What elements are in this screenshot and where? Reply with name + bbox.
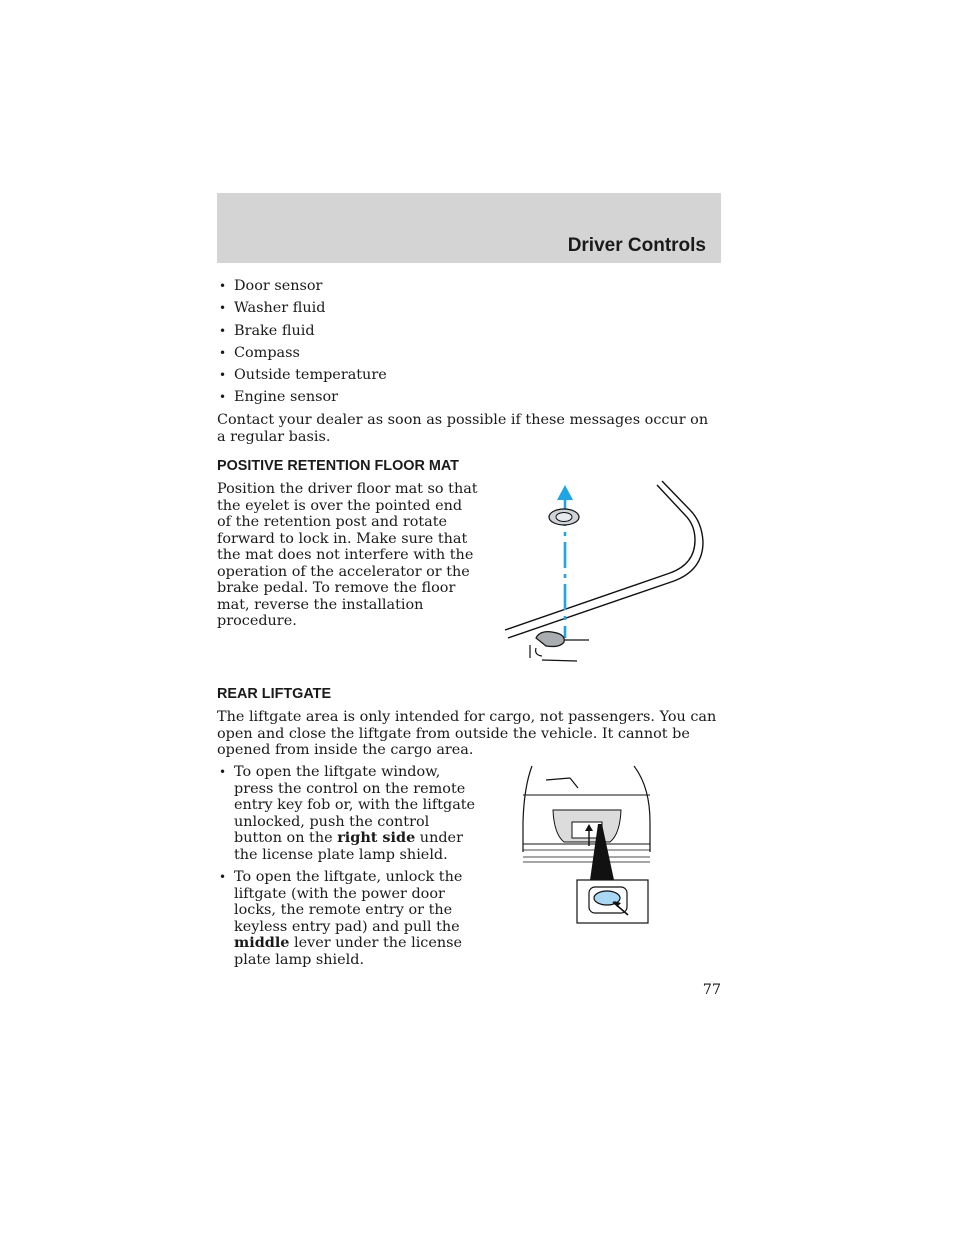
liftgate-illustration: [518, 762, 658, 928]
list-item: • Brake fluid: [217, 322, 717, 344]
list-item: • Outside temperature: [217, 366, 717, 388]
header-bar: [217, 193, 721, 263]
floor-mat-illustration: [500, 480, 710, 670]
list-item: • To open the liftgate window, press the control on the remote entry key fob or, with the liftgate unlocked, push the control button on the right side under the license plate lamp shield.: [217, 764, 477, 863]
emphasis: middle: [234, 934, 290, 951]
contact-paragraph: Contact your dealer as soon as possible if these messages occur on a regular basis.: [217, 412, 709, 445]
floor-mat-heading: POSITIVE RETENTION FLOOR MAT: [217, 458, 459, 474]
warning-list: [217, 277, 717, 411]
page-number: 77: [702, 982, 721, 998]
liftgate-intro: The liftgate area is only intended for cargo, not passengers. You can open and close the liftgate from outside the vehicle. It cannot be opened from inside the cargo area.: [217, 709, 717, 758]
rear-liftgate-heading: REAR LIFTGATE: [217, 686, 332, 702]
list-item: • Washer fluid: [217, 299, 717, 321]
liftgate-instructions: [217, 764, 477, 974]
list-item: • Door sensor: [217, 277, 717, 299]
list-item: • Compass: [217, 344, 717, 366]
list-item: • Engine sensor: [217, 388, 717, 410]
list-item: • To open the liftgate, unlock the liftgate (with the power door locks, the remote entry or the keyless entry pad) and pull the middle lever under the license plate lamp shield.: [217, 869, 477, 968]
section-title: Driver Controls: [567, 235, 706, 256]
floor-mat-paragraph: Position the driver floor mat so that the eyelet is over the pointed end of the retention post and rotate forward to lock in. Make sure that the mat does not interfere with the operation of the accelerator or the brake pedal. To remove the floor mat, reverse the installation procedure.: [217, 481, 478, 629]
emphasis: right side: [337, 829, 416, 846]
